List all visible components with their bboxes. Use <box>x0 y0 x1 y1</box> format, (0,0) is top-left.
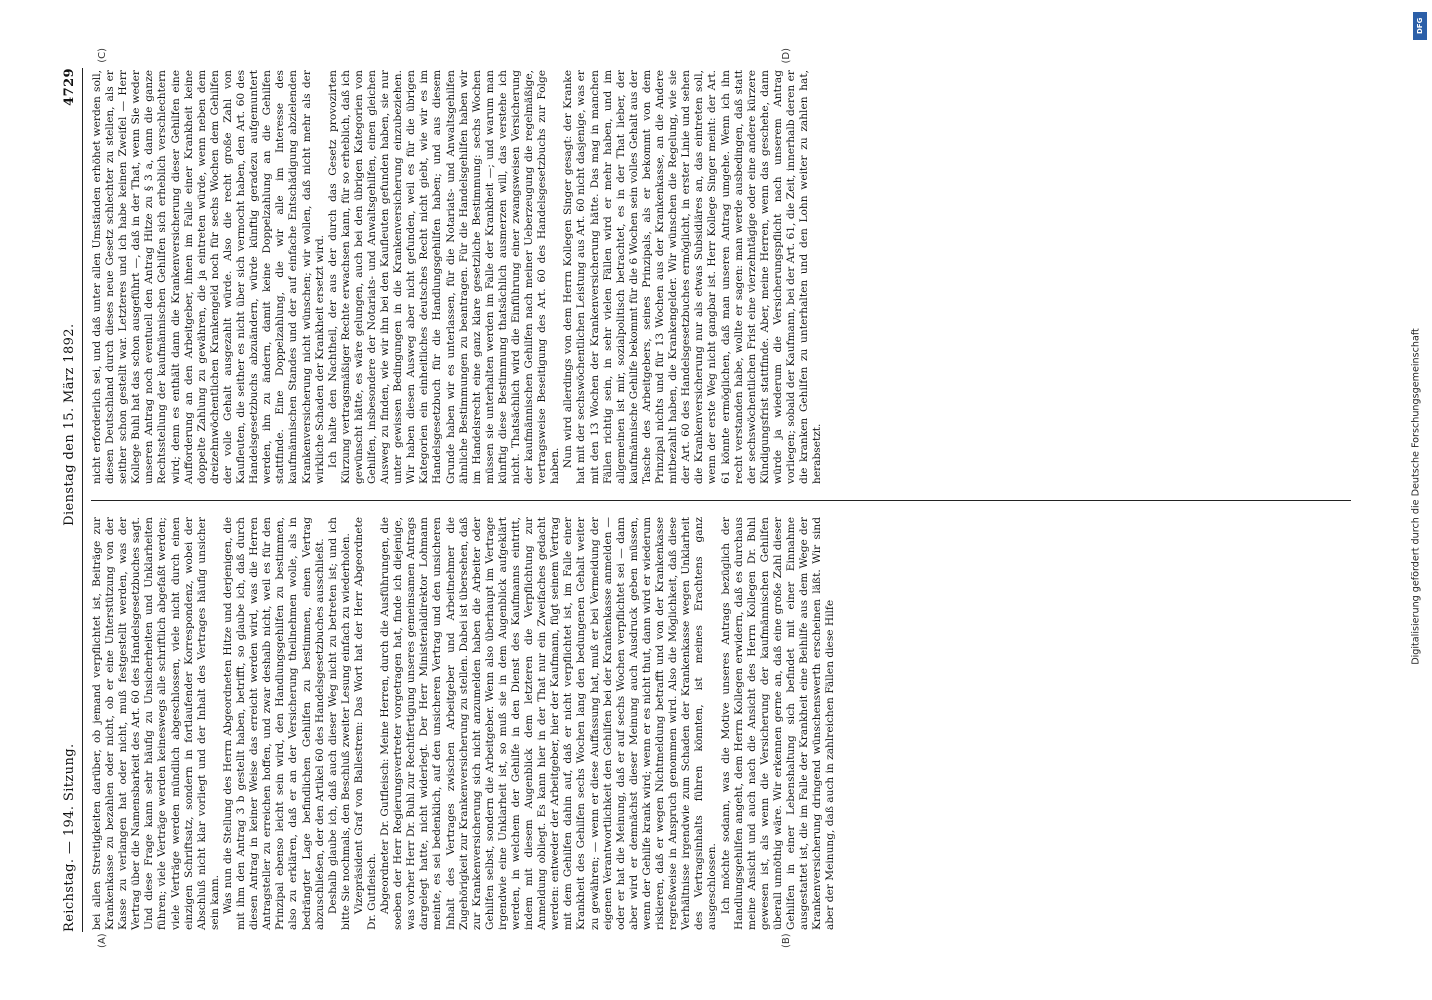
margin-marker-a: (A) <box>97 933 108 948</box>
speaker-paragraph: Abgeordneter Dr. Gutfleisch: Meine Herren, durch die Ausführungen, die soeben der Herr Regierungsvertreter vorgetragen hat, finde ich diejenige, was vorher Herr Dr. Buhl zur Rechtfertigung unseres gemeinsamen Antrags dargelegt hatte, nicht widerlegt. Der Herr Ministerialdirektor Lohmann meinte, es sei bedenklich, auf den unsicheren Vertrag und den unsicheren Inhalt des Vertrages zwischen Arbeitgeber und Arbeitnehmer die Zugehörigkeit zur Krankenversicherung zu stellen. Dabei ist übersehen, daß zur Krankenversicherung sich nicht anzumelden haben die Arbeiter oder Gehilfen selbst, sondern die Arbeitgeber. Wenn also überhaupt im Vertrage irgendwie eine Unklarheit ist, so muß sie in dem Augenblick aufgeklärt werden, in welchem der Gehilfe in den Dienst des Kaufmanns eintritt, indem mit diesem Augenblick dem letzteren die Verpflichtung zur Anmeldung obliegt. Es kann hier in der That nur ein Zweifaches gedacht werden: entweder der Arbeitgeber, hier der Kaufmann, fügt seinem Vertrag mit dem Gehilfen dahin auf, daß er nicht verpflichtet ist, im Falle einer Krankheit des Gehilfen sechs Wochen lang den bedungenen Gehalt weiter zu gewähren; — wenn er diese Auffassung hat, muß er bei Vermeidung der eigenen Verantwortlichkeit den Gehilfen bei der Krankenkasse anmelden — oder er hat die Meinung, daß er auf sechs Wochen verpflichtet sei — dann aber wird er demnächst dieser Meinung auch Ausdruck geben müssen, wenn der Gehilfe krank wird; wenn er es nicht thut, dann wird er wiederum riskieren, daß er wegen Nichtmeldung betrafft und von der Krankenkasse regreßweise in Anspruch genommen wird. Also die Möglichkeit, daß diese Verhältnisse irgendwie zum Schaden der Krankenkasse wegen Unklarheit des Vertragsinhalts führen könnten, ist meines Erachtens ganz ausgeschlossen. <box>379 517 719 930</box>
paragraph: Was nun die Stellung des Herrn Abgeordneten Hitze und derjenigen, die mit ihm den Antrag 3 b gestellt haben, betrifft, so glaube ich, daß durch diesen Antrag in keiner Weise das erreicht werden wird, was die Herren Antragsteller zu erreichen hoffen, und zwar deshalb nicht, weil es für den Prinzipal ebenso leicht sein wird, den Handlungsgehilfen zu bestimmen, also zu erklären, daß er an der Versicherung theilnehmen wolle, als in bedrängter Lage befindlichen Gehilfen zu bestimmen, einen Vertrag abzuschließen, der den Artikel 60 des Handelsgesetzbuches ausschließt. <box>221 517 326 930</box>
running-header <box>52 68 83 932</box>
paragraph: Ich möchte sodann, was die Motive unseres Antrags bezüglich der Handlungsgehilfen angeht, dem Herrn Kollegen erwidern, daß es durchaus meine Ansicht und auch nach die Ansicht des Herrn Kollegen Dr. Buhl gewesen ist, als wenn die Versicherung der kaufmännischen Gehilfen überall unnöthig wäre. Wir erkennen gerne an, daß eine große Zahl dieser Gehilfen in einer Lebenshaltung sich befindet mit einer Einnahme ausgestattet ist, die im Falle der Krankheit eine Beihilfe aus dem Wege der Krankenversicherung dringend wünschenswerth erscheinen läßt. Wir sind aber der Meinung, daß auch in zahlreichen Fällen diese Hilfe <box>719 517 837 930</box>
paragraph: bei allen Streitigkeiten darüber, ob jemand verpflichtet ist, Beiträge zur Krankenkasse zu bezahlen oder nicht, ob er eine Unterstützung von der Kasse zu verlangen hat oder nicht, muß festgestellt werden, was der Vertrag über die Namensbarkeit des Art. 60 des Handelsgesetzbuches sagt. Und diese Frage kann sehr häufig zu Unsicherheiten und Unklarheiten führen; viele Verträge werden keineswegs alle schriftlich abgefaßt werden; viele Verträge werden mündlich abgeschlossen, viele nicht durch einen einzigen Schriftsatz, sondern in fortlaufender Korrespondenz, wobei der Abschluß nicht klar vorliegt und der Inhalt des Vertrages häufig unsicher sein kann. <box>91 517 221 930</box>
paragraph: Deshalb glaube ich, daß auch dieser Weg nicht zu betreten ist; und ich bitte Sie nochmals, den Beschluß zweiter Lesung einfach zu wiederholen. <box>326 517 352 930</box>
rotated-document-page <box>46 20 1386 980</box>
paragraph: nicht erforderlich sei, und daß unter allen Umständen erhöhet werden soll, diesen Deutschland durch dieses neue Gesetz schlechter zu stellen, als er seither schon gestellt war. Letzteres und ich habe keinen Zweifel — Herr Kollege Buhl hat das schon ausgeführt —, daß in der That, wenn Sie weder unseren Antrag noch eventuell den Antrag Hitze zu § 3 a, dann die ganze Rechtsstellung der kaufmännischen Gehilfen sich erheblich verschlechtern wird; denn es enthält dann die Krankenversicherung dieser Gehilfen eine Aufforderung an den Arbeitgeber, ihnen im Falle einer Krankheit keine doppelte Zahlung zu gewähren, die ja eintreten würde, wenn neben dem dreizehnwöchentlichen Krankengeld noch für sechs Wochen dem Gehilfen der volle Gehalt ausgezahlt würde. Also die recht große Zahl von Kaufleuten, die seither es nicht über sich vermocht haben, den Art. 60 des Handelsgesetzbuchs abzuändern, würde künftig geradezu aufgemuntert werden, ihn zu ändern, damit keine Doppelzahlung an die Gehilfen stattfinde. Eine Doppelzahlung, die wir alle im Interesse des kaufmännischen Standes und der auf einfache Entschädigung abzielenden Krankenversicherung nicht wünschen; wir wollen, daß nicht mehr als der wirkliche Schaden der Krankheit ersetzt wird. <box>91 70 326 484</box>
right-column <box>91 54 1351 500</box>
credit-text: Digitalisierung gefördert durch die Deutsche Forschungsgemeinschaft <box>1410 328 1422 665</box>
margin-marker-b: (B) <box>781 933 792 948</box>
paragraph: Ich halte den Nachtheil, der aus der durch das Gesetz provozirten Kürzung vertragsmäßiger Rechte erwachsen kann, für so erheblich, daß ich gewünscht hätte, es wäre gelungen, auch bei den übrigen Kategorien von Gehilfen, insbesondere der Notariats- und Anwaltsgehilfen, einen gleichen Ausweg zu finden, wie wir ihn bei den Kaufleuten gefunden haben, sie nur unter gewissen Bedingungen in die Krankenversicherung einzubeziehen. Wir haben diesen Ausweg aber nicht gefunden, weil es für die übrigen Kategorien ein einheitliches deutsches Recht nicht giebt, wie wir es im Handelsgesetzbuch für die Handlungsgehilfen haben; und aus diesem Grunde haben wir es unterlassen, für die Notariats- und Anwaltsgehilfen ähnliche Bestimmungen zu beantragen. Für die Handelsgehilfen haben wir im Handelsrecht eine ganz klare gesetzliche Bestimmung: sechs Wochen müssen sie unterhalten werden im Falle der Krankheit —; und warum man künftig diese Bestimmung thatsächlich ausmerzen will, das verstehe ich nicht. Thatsächlich wird die Einführung einer zwangsweisen Versicherung der kaufmännischen Gehilfen nach meiner Ueberzeugung die regelmäßige, vertragsweise Beseitigung des Art. 60 des Handelsgesetzbuchs zur Folge haben. <box>326 70 562 484</box>
speaker-paragraph: Vizepräsident Graf von Ballestrem: Das Wort hat der Herr Abgeordnete Dr. Gutfleisch. <box>352 517 378 930</box>
header-date: Dienstag den 15. März 1892. <box>62 323 77 526</box>
two-column-body <box>91 48 1351 948</box>
header-left: Reichstag. — 194. Sitzung. <box>62 743 77 932</box>
left-column <box>91 500 1351 946</box>
margin-marker-c: (C) <box>97 48 108 63</box>
page-number: 4729 <box>62 68 77 106</box>
dfg-logo: DFG <box>1413 12 1427 40</box>
margin-marker-d: (D) <box>781 48 792 64</box>
paragraph: Nun wird allerdings von dem Herrn Kollegen Singer gesagt: der Kranke hat mit der sechswöchentlichen Leistung aus Art. 60 nicht dasjenige, was er mit den 13 Wochen der Krankenversicherung hätte. Das mag in manchen Fällen richtig sein, in sehr vielen Fällen wird er mehr haben, und im allgemeinen ist mir, sozialpolitisch betrachtet, es in der That lieber, der kaufmännische Gehilfe bekommt für die 6 Wochen sein volles Gehalt aus der Tasche des Arbeitgebers, seines Prinzipals, als er bekommt von dem Prinzipal nichts und für 13 Wochen aus der Krankenkasse, an die Andere mitbezahlt haben, die Krankengelder. Wir wünschen die Regelung, wie sie der Art. 60 des Handelsgesetzbuches ermöglicht, in erster Linie und sehen die Krankenversicherung nur als etwas Subsidiäres an, das eintreten soll, wenn der erste Weg nicht gangbar ist. Herr Kollege Singer meint: der Art. 61 könnte ermöglichen, daß man unseren Antrag umgehe. Wenn ich ihn recht verstanden habe, wollte er sagen: man werde ausbedingen, daß statt der sechswöchentlichen Frist eine vierzehntägige oder eine andere kürzere Kündigungsfrist stattfinde. Aber, meine Herren, wenn das geschehe, dann würde ja wiederum die Versicherungspflicht nach unserem Antrag vorliegen; sobald der Kaufmann, bei der Art. 61, die Zeit, innerhalb deren er die kranken Gehilfen zu unterhalten und den Lohn weiter zu zahlen hat, herabsetzt. <box>562 70 824 484</box>
digitization-credit <box>1405 18 1427 978</box>
